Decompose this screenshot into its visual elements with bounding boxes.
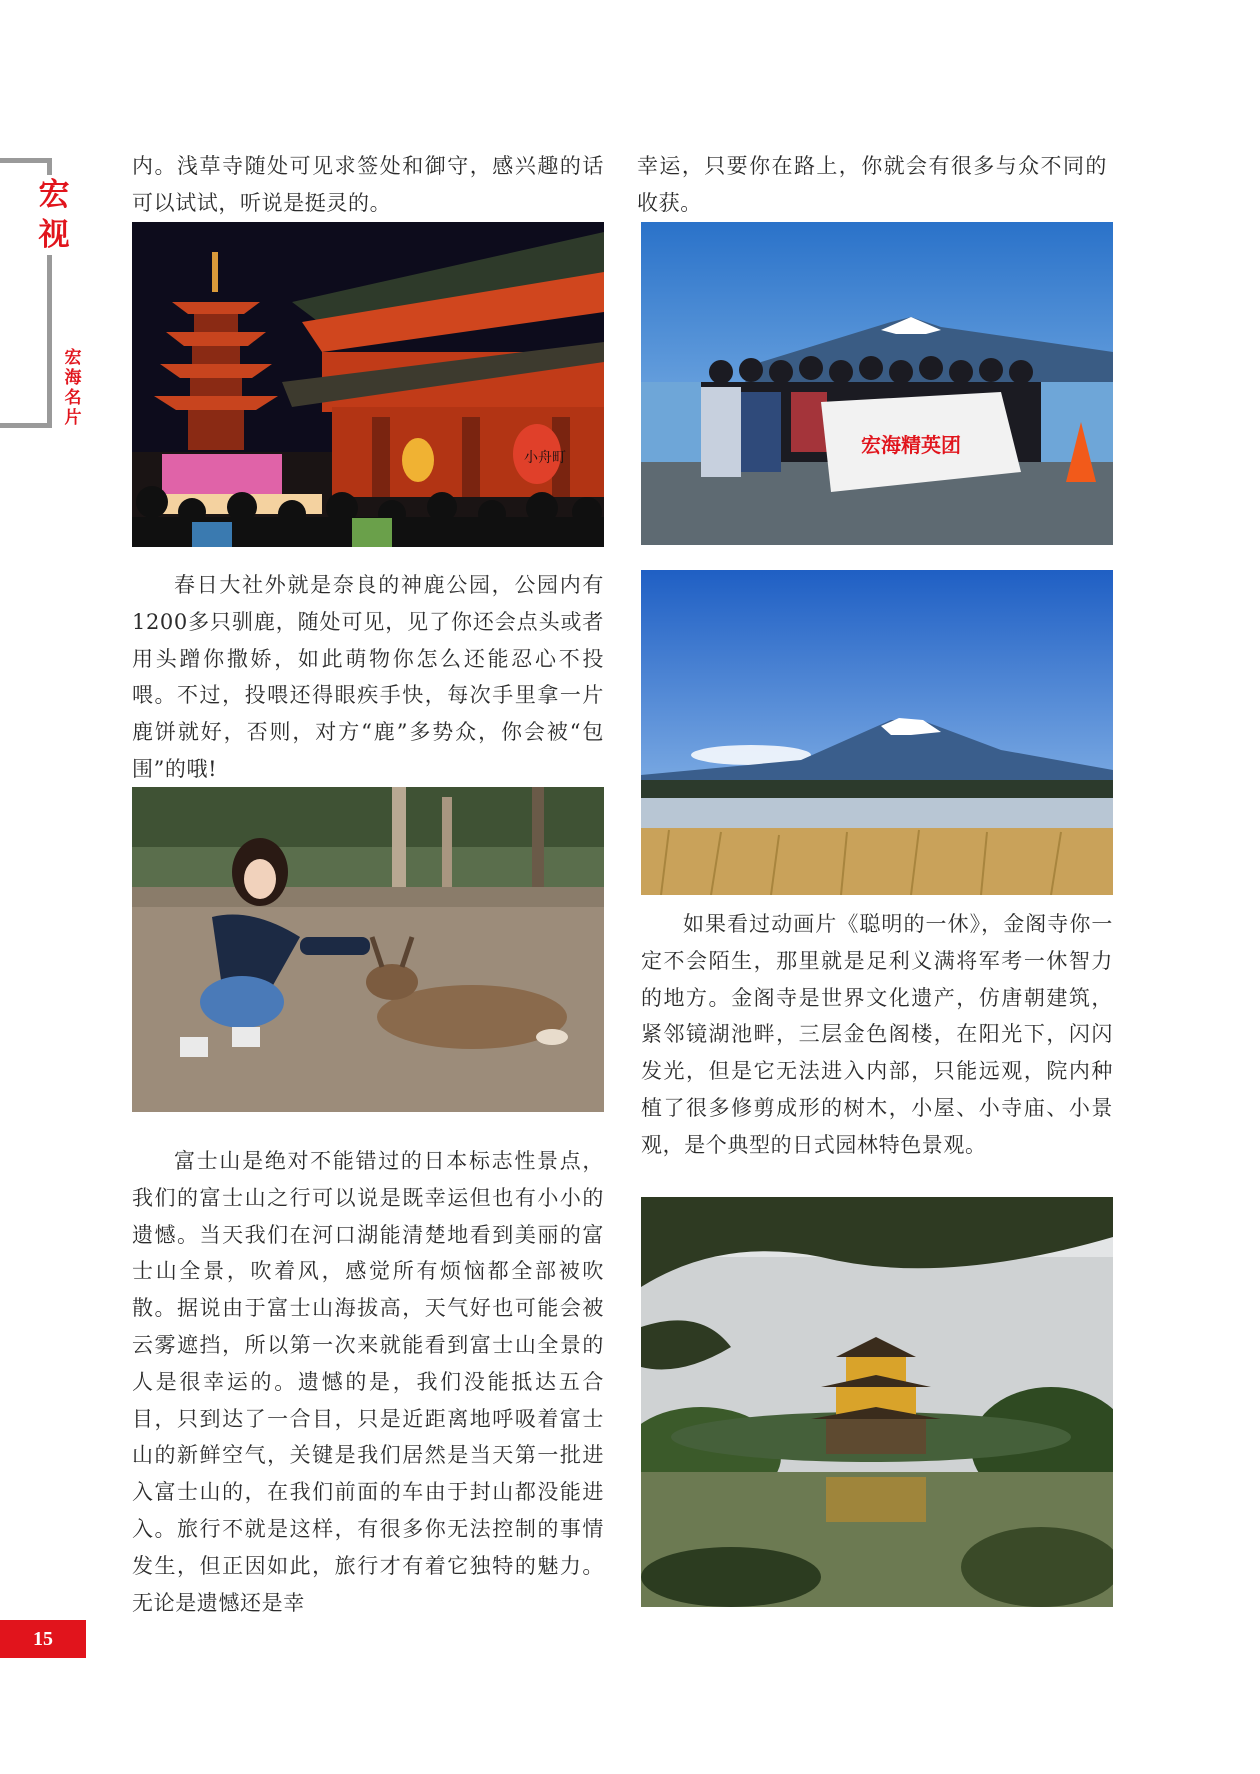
lantern-text: 小舟町 (524, 450, 566, 466)
left-paragraph-1: 内。浅草寺随处可见求签处和御守，感兴趣的话可以试试，听说是挺灵的。 (132, 154, 604, 215)
right-paragraph-2: 如果看过动画片《聪明的一休》，金阁寺你一定不会陌生，那里就是足利义满将军考一休智力的地方。金阁寺是世界文化遗产，仿唐朝建筑，紧邻镜湖池畔，三层金色阁楼，在阳光下，闪闪发光，但是它无法进入内部，只能远观，院内种植了很多修剪成形的树木，小屋、小寺庙、小景观，是个典型的日式园林特色景观。 (641, 912, 1113, 1157)
photo-kinkakuji (641, 1197, 1113, 1607)
left-paragraph-3: 富士山是绝对不能错过的日本标志性景点，我们的富士山之行可以说是既幸运但也有小小的遗憾。当天我们在河口湖能清楚地看到美丽的富士山全景，吹着风，感觉所有烦恼都全部被吹散。据说由于富士山海拔高，天气好也可能会被云雾遮挡，所以第一次来就能看到富士山全景的人是很幸运的。遗憾的是，我们没能抵达五合目，只到达了一合目，只是近距离地呼吸着富士山的新鲜空气，关键是我们居然是当天第一批进入富士山的，在我们前面的车由于封山都没能进入。旅行不就是这样，有很多你无法控制的事情发生，但正因如此，旅行才有着它独特的魅力。无论是遗憾还是幸 (132, 1149, 604, 1615)
section-subtitle: 宏海名片 (62, 348, 84, 428)
page-number: 15 (0, 1620, 86, 1658)
right-paragraph-1 (637, 148, 1107, 222)
group-banner-text: 宏海精英团 (861, 433, 961, 457)
section-title-line1: 宏 (38, 177, 70, 213)
photo-deer-park (132, 787, 604, 1112)
section-title-line2: 视 (38, 217, 70, 253)
right-paragraph-1-lead: 幸 (637, 154, 660, 178)
photo-sensoji-temple (132, 222, 604, 547)
photo-group-mount-fuji (641, 222, 1113, 545)
photo-mount-fuji-lake (641, 570, 1113, 895)
section-title (36, 175, 72, 255)
right-paragraph-1-body: 运，只要你在路上，你就会有很多与众不同的收获。 (637, 154, 1107, 215)
left-paragraph-2: 春日大社外就是奈良的神鹿公园，公园内有1200多只驯鹿，随处可见，见了你还会点头或者用头蹭你撒娇，如此萌物你怎么还能忍心不投喂。不过，投喂还得眼疾手快，每次手里拿一片鹿饼就好，否则，对方“鹿”多势众，你会被“包围”的哦! (132, 573, 604, 781)
